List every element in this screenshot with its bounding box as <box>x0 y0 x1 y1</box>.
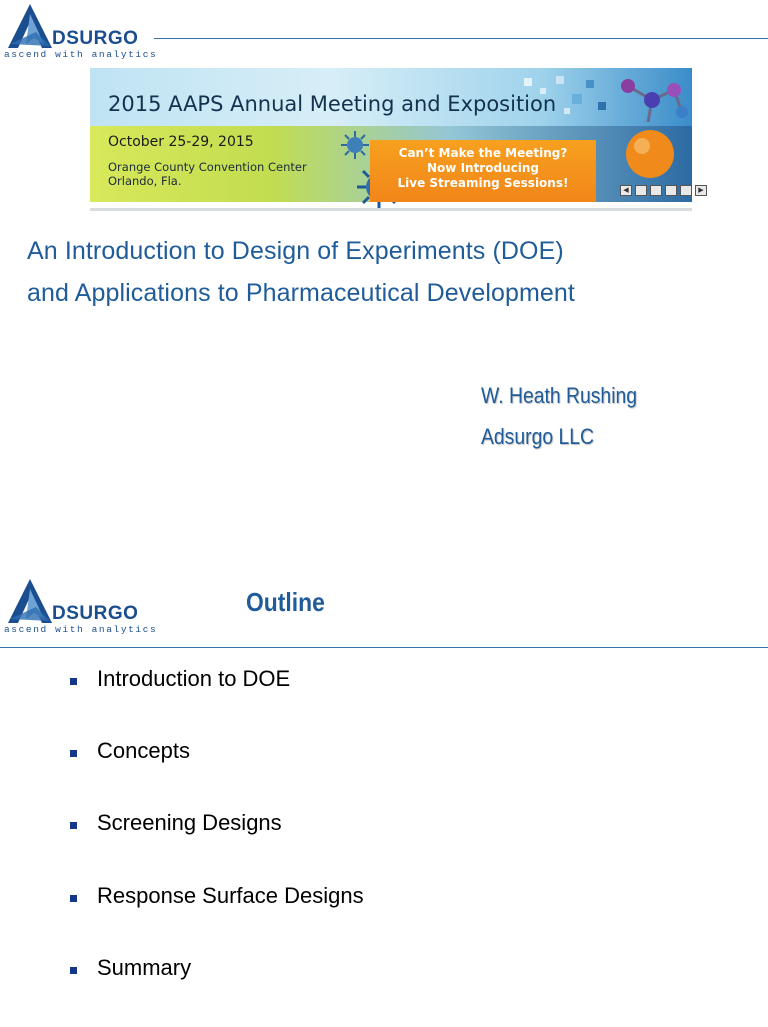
virus-icon <box>340 130 370 160</box>
banner-venue-line1: Orange County Convention Center <box>108 160 307 174</box>
author-org: Adsurgo LLC <box>481 424 595 449</box>
event-banner <box>90 68 704 214</box>
banner-venue <box>108 160 307 188</box>
banner-venue-line2: Orlando, Fla. <box>108 174 182 188</box>
author-name: W. Heath Rushing <box>481 383 638 408</box>
banner-carousel-nav <box>620 185 707 196</box>
bullet-square-icon <box>70 822 77 829</box>
adsurgo-logo <box>2 2 158 62</box>
promo-line1: Can’t Make the Meeting? <box>398 146 568 160</box>
logo-tagline: ascend with analytics <box>4 624 158 635</box>
promo-line2: Now Introducing <box>427 161 539 175</box>
carousel-dot-button[interactable] <box>665 185 677 196</box>
presentation-title <box>27 230 757 314</box>
logo-mark-icon <box>6 2 56 52</box>
author-block <box>481 375 637 457</box>
bullet-square-icon <box>70 750 77 757</box>
bullet-square-icon <box>70 967 77 974</box>
title-line1: An Introduction to Design of Experiments (DOE) <box>27 237 564 265</box>
molecule-icon <box>608 72 692 182</box>
promo-box[interactable] <box>370 140 596 202</box>
adsurgo-logo <box>2 577 158 637</box>
banner-dates: October 25-29, 2015 <box>108 134 254 150</box>
carousel-next-button[interactable]: ▶ <box>695 185 707 196</box>
banner-event-title: 2015 AAPS Annual Meeting and Exposition <box>108 92 557 116</box>
promo-line3: Live Streaming Sessions! <box>397 176 569 190</box>
outline-slide: DSURGO ascend with analytics Outline Introduction to DOE Concepts Screening Designs Response Surface Designs Summary <box>0 562 768 1024</box>
logo-wordmark: DSURGO <box>52 28 139 49</box>
outline-heading: Outline <box>246 587 325 617</box>
carousel-dot-button[interactable] <box>635 185 647 196</box>
title-line2: and Applications to Pharmaceutical Development <box>27 279 575 307</box>
bullet-square-icon <box>70 678 77 685</box>
carousel-dot-button[interactable] <box>650 185 662 196</box>
carousel-prev-button[interactable]: ◀ <box>620 185 632 196</box>
bullet-square-icon <box>70 895 77 902</box>
header-rule <box>0 647 768 648</box>
logo-mark-icon <box>6 577 56 627</box>
carousel-dot-button[interactable] <box>680 185 692 196</box>
logo-tagline: ascend with analytics <box>4 49 158 60</box>
logo-wordmark: DSURGO <box>52 603 139 624</box>
header-rule <box>154 38 768 39</box>
